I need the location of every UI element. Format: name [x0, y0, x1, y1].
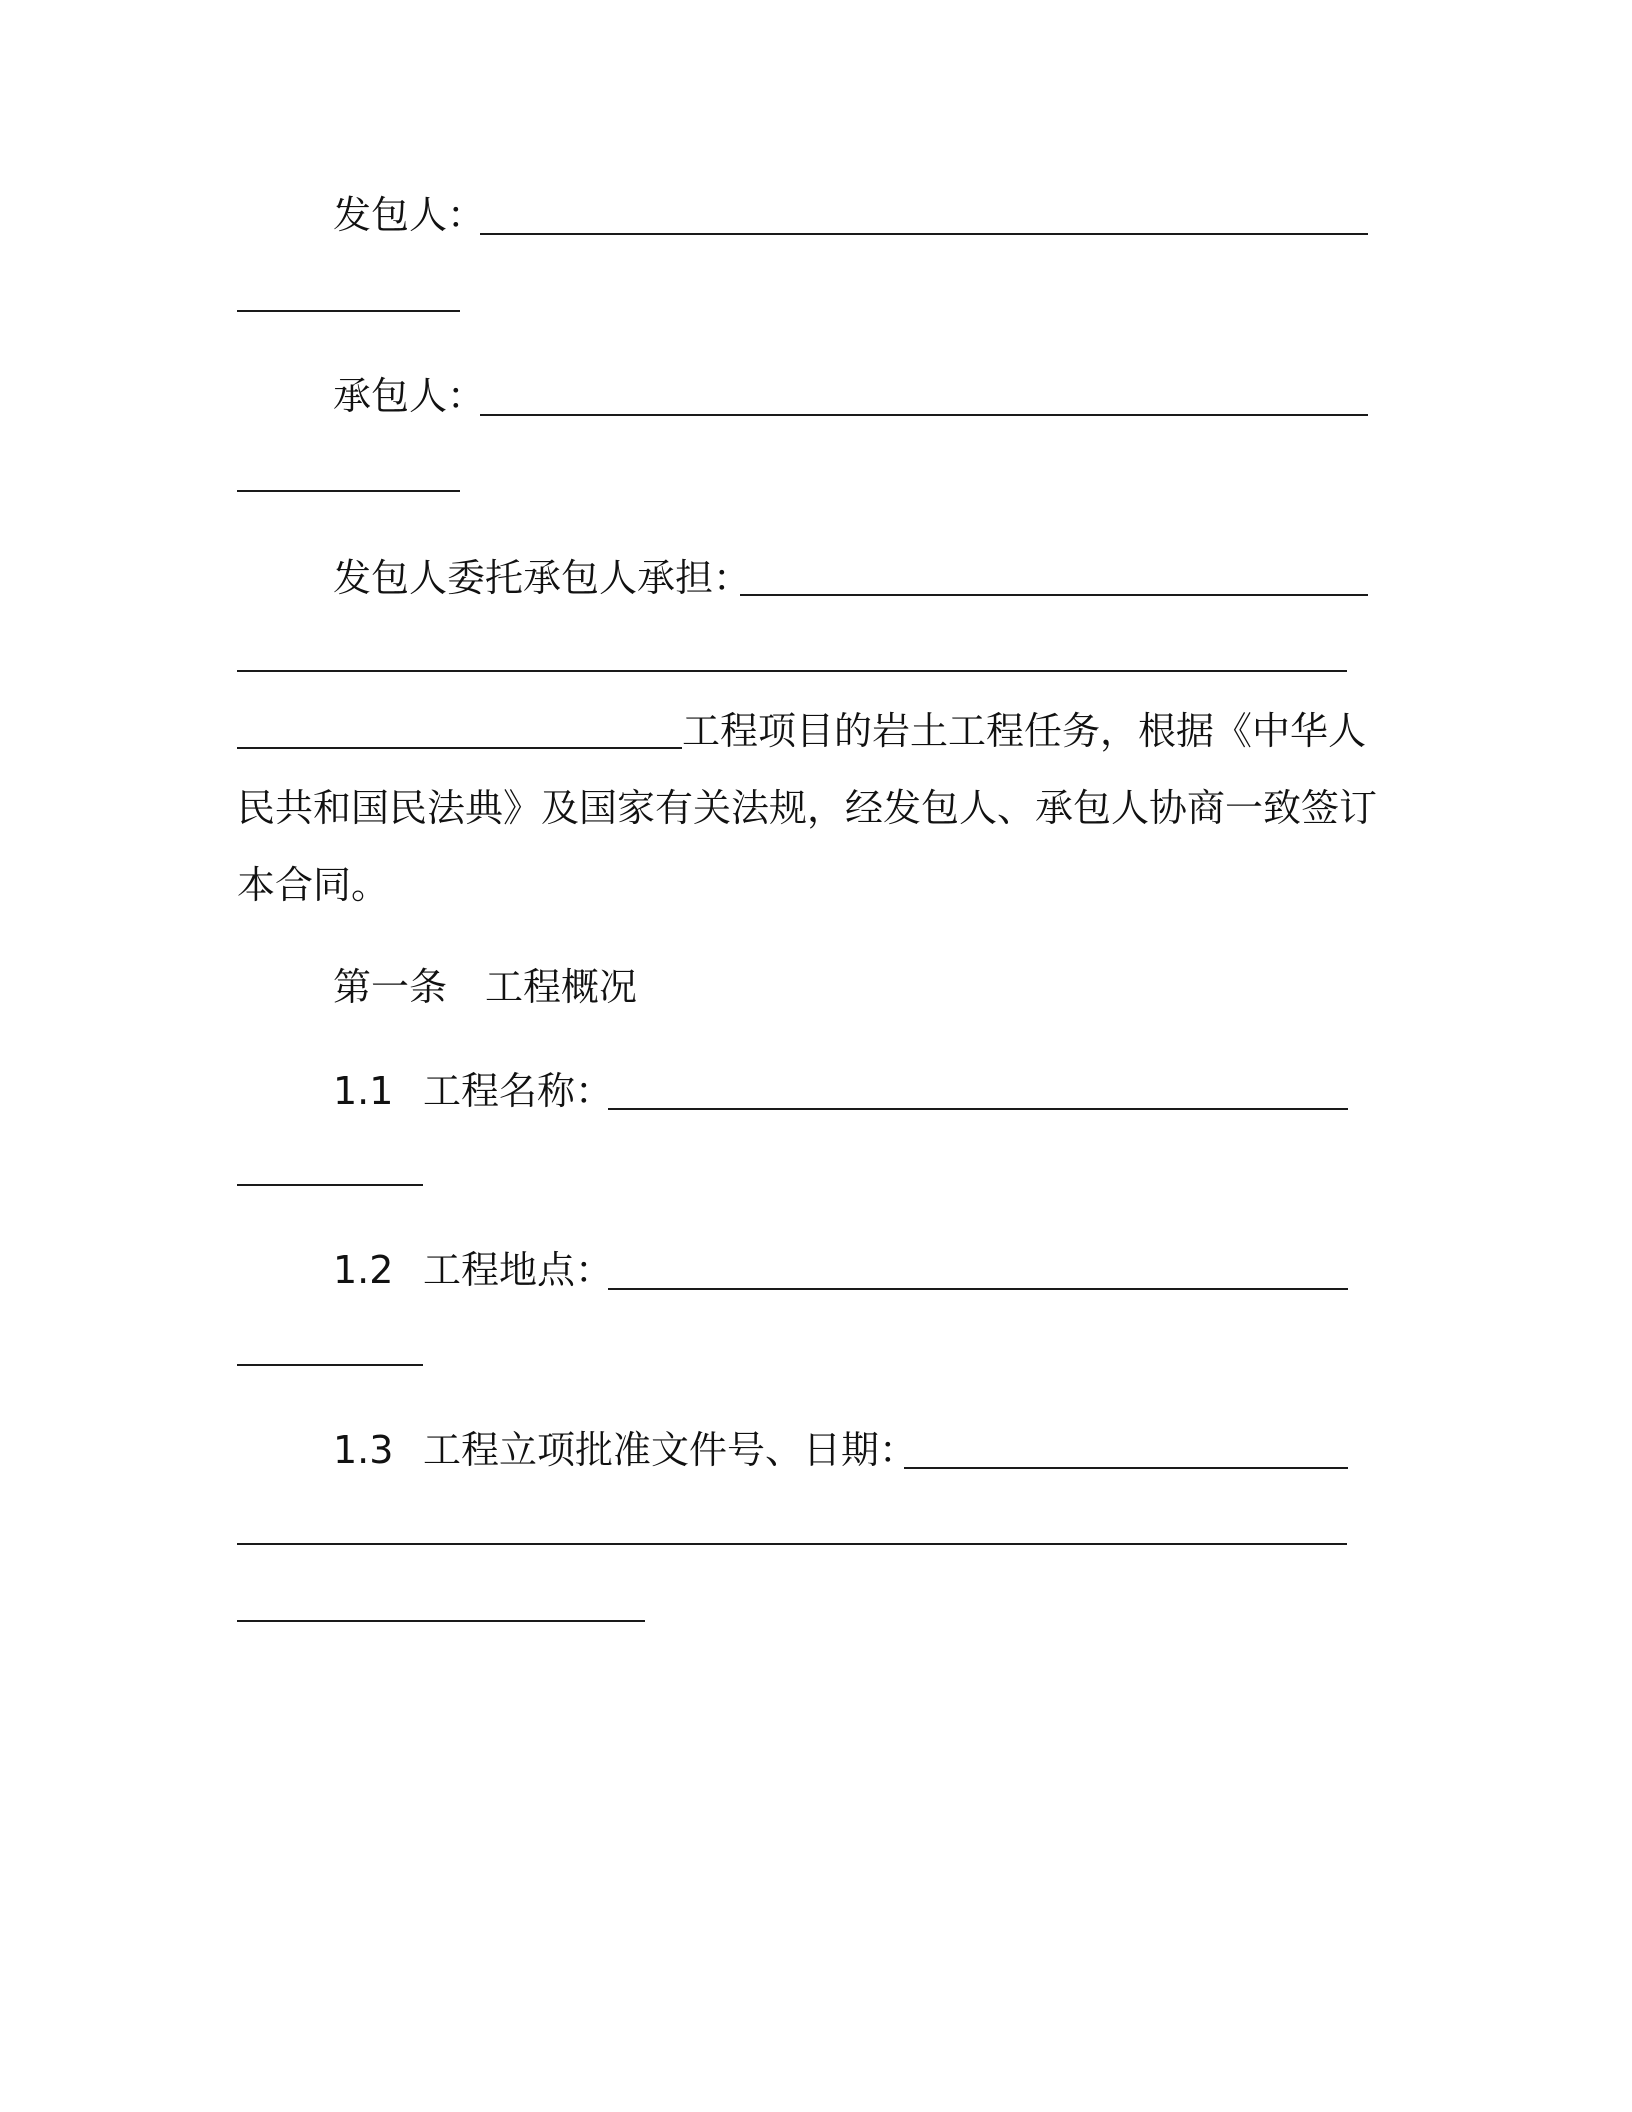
item-1-1-label: 工程名称：	[423, 1069, 614, 1113]
party-b-blank-line-1[interactable]	[480, 414, 1368, 416]
preamble-line-3: 本合同。	[237, 863, 390, 907]
preamble-line-2: 民共和国民法典》及国家有关法规，经发包人、承包人协商一致签订	[237, 786, 1378, 830]
item-1-3-blank-line-1[interactable]	[904, 1467, 1348, 1469]
item-1-3-blank-line-2[interactable]	[237, 1543, 1347, 1545]
item-1-1-blank-line-1[interactable]	[608, 1108, 1348, 1110]
preamble-line-1: 工程项目的岩土工程任务，根据《中华人	[682, 709, 1367, 753]
item-1-2-label: 工程地点：	[423, 1248, 614, 1292]
party-b-blank-line-2[interactable]	[237, 490, 460, 492]
item-1-2-blank-line-2[interactable]	[237, 1364, 423, 1366]
item-1-3-label: 工程立项批准文件号、日期：	[423, 1428, 918, 1472]
entrust-label: 发包人委托承包人承担：	[333, 556, 752, 600]
entrust-blank-line-3[interactable]	[237, 747, 682, 749]
party-a-label: 发包人：	[333, 193, 486, 237]
entrust-blank-line-1[interactable]	[740, 594, 1368, 596]
entrust-blank-line-2[interactable]	[237, 670, 1347, 672]
item-1-3-blank-line-3[interactable]	[237, 1620, 645, 1622]
article-1-title: 第一条 工程概况	[333, 965, 638, 1009]
party-b-label: 承包人：	[333, 374, 486, 418]
item-1-1-number: 1.1	[333, 1069, 394, 1113]
party-a-blank-line-2[interactable]	[237, 310, 460, 312]
item-1-1-blank-line-2[interactable]	[237, 1184, 423, 1186]
item-1-2-number: 1.2	[333, 1248, 394, 1292]
item-1-2-blank-line-1[interactable]	[608, 1288, 1348, 1290]
party-a-blank-line-1[interactable]	[480, 233, 1368, 235]
item-1-3-number: 1.3	[333, 1428, 394, 1472]
